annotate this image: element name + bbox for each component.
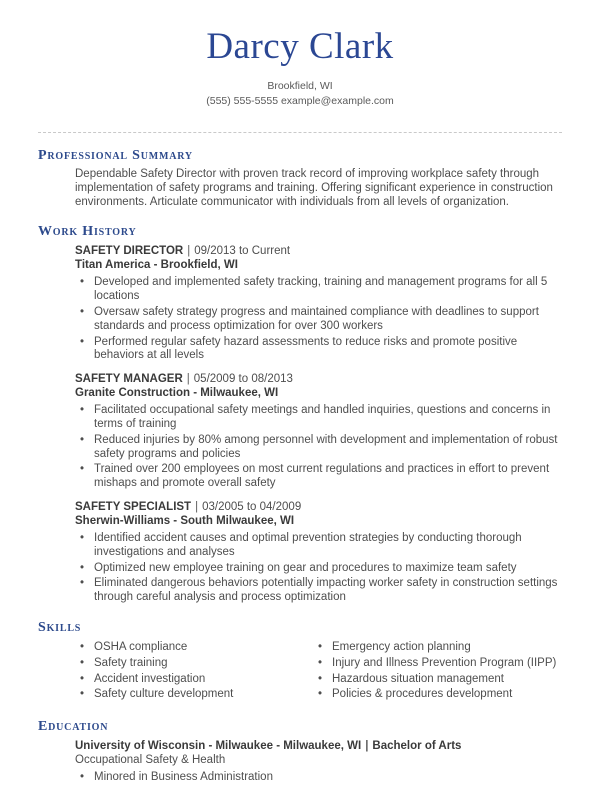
section-work-history [38, 224, 562, 605]
job-bullet: • Performed regular safety hazard assessments to reduce risks and promote positive behaviors at all levels [80, 336, 562, 364]
education-field: Occupational Safety & Health [75, 754, 226, 767]
job-entry [75, 244, 562, 363]
job-company: Granite Construction - Milwaukee, WI [75, 387, 279, 400]
section-title-work-history: Work History [38, 224, 137, 240]
skill-item: • OSHA compliance [80, 641, 313, 655]
job-company: Titan America - Brookfield, WI [75, 259, 238, 272]
skills-columns [75, 640, 562, 704]
skill-item: • Hazardous situation management [318, 673, 562, 687]
section-title-education: Education [38, 719, 109, 735]
education-degree: Bachelor of Arts [372, 740, 462, 753]
job-bullet: • Trained over 200 employees on most current regulations and practices in effort to prevent mishaps and promote overall safety [80, 463, 562, 491]
job-separator: | [186, 373, 190, 386]
summary-text: Dependable Safety Director with proven track record of improving workplace safety through implementation of safety programs and training. Offering significant experience in construction environments. Articulate communicator with individuals from all levels of organization. [75, 168, 553, 208]
education-school-line [75, 739, 562, 753]
job-separator: | [187, 245, 191, 258]
job-entry [75, 372, 562, 491]
section-skills [38, 620, 562, 704]
job-company: Sherwin-Williams - South Milwaukee, WI [75, 514, 295, 527]
job-title: SAFETY DIRECTOR [75, 245, 184, 258]
skills-column-left [80, 641, 313, 704]
job-bullet: • Optimized new employee training on gear and procedures to maximize team safety [80, 562, 562, 576]
job-dates: 05/2009 to 08/2013 [193, 373, 293, 386]
job-entry [75, 500, 562, 605]
section-education [38, 719, 562, 785]
job-bullet: • Oversaw safety strategy progress and maintained compliance with deadlines to support standards and process optimization for over 300 workers [80, 306, 562, 334]
job-bullet: • Identified accident causes and optimal prevention strategies by conducting thorough investigations and analyses [80, 532, 562, 560]
job-bullet: • Eliminated dangerous behaviors potentially impacting worker safety in construction settings through careful analysis and process optimization [80, 577, 562, 605]
job-dates: 03/2005 to 04/2009 [202, 500, 302, 513]
education-separator: | [365, 740, 369, 753]
skill-item: • Policies & procedures development [318, 688, 562, 702]
contact-block [0, 79, 600, 108]
job-bullet: • Facilitated occupational safety meetings and handled inquiries, questions and concerns in terms of training [80, 404, 562, 432]
skill-item: • Safety training [80, 657, 313, 671]
contact-phone-email: (555) 555-5555 example@example.com [206, 94, 394, 107]
education-entry [75, 739, 562, 785]
skill-item: • Injury and Illness Prevention Program (IIPP) [318, 657, 562, 671]
section-title-professional-summary: Professional Summary [38, 148, 193, 163]
skills-column-right [318, 641, 562, 704]
job-dates: 09/2013 to Current [194, 245, 291, 258]
section-title-skills: Skills [38, 619, 82, 635]
education-bullet: • Minored in Business Administration [80, 771, 562, 785]
job-bullets [80, 532, 562, 605]
education-school: University of Wisconsin - Milwaukee - Milwaukee, WI [75, 740, 362, 753]
job-bullets [80, 276, 562, 363]
job-bullet: • Developed and implemented safety tracking, training and management programs for all 5 locations [80, 276, 562, 304]
job-separator: | [195, 500, 199, 513]
contact-location: Brookfield, WI [267, 80, 333, 92]
section-professional-summary [38, 148, 562, 209]
person-name: Darcy Clark [206, 26, 394, 67]
job-bullet: • Reduced injuries by 80% among personnel with development and implementation of robust safety programs and policies [80, 434, 562, 462]
job-bullets [80, 404, 562, 491]
job-head [75, 244, 562, 258]
job-head [75, 500, 562, 514]
skill-item: • Accident investigation [80, 673, 313, 687]
resume-body [0, 133, 600, 785]
job-head [75, 372, 562, 386]
job-title: SAFETY SPECIALIST [75, 500, 192, 513]
skill-item: • Safety culture development [80, 688, 313, 702]
job-title: SAFETY MANAGER [75, 373, 183, 386]
skill-item: • Emergency action planning [318, 641, 562, 655]
education-bullets [80, 771, 562, 785]
resume-header [0, 0, 600, 108]
